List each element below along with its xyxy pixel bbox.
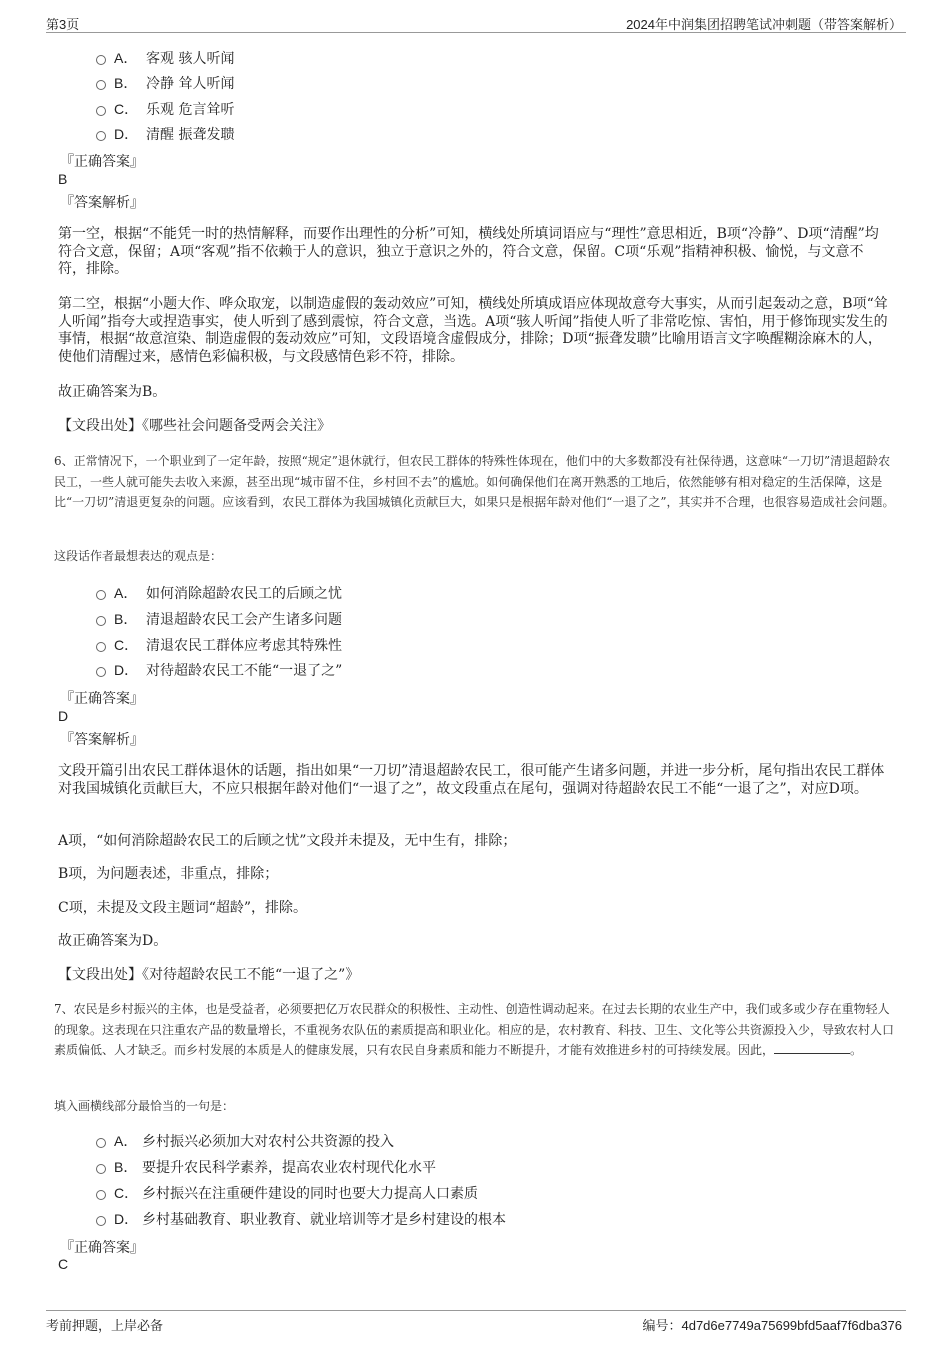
q7-stem [54,999,896,1061]
q5-answer-label: 『正确答案』 [60,154,144,170]
q6-answer: D [58,708,69,724]
radio-icon[interactable] [96,131,106,141]
option-text: 清醒 振聋发聩 [146,127,235,143]
option-letter: C． [114,1185,139,1201]
option-letter: A． [114,1133,138,1149]
q6-analysis-para: C项，未提及文段主题词“超龄”，排除。 [58,900,308,916]
answer-blank[interactable] [774,1041,850,1054]
radio-icon[interactable] [96,55,106,65]
option-letter: B． [114,1159,138,1175]
q6-answer-label: 『正确答案』 [60,691,144,707]
radio-icon[interactable] [96,1164,106,1174]
q5-analysis-para: 第一空，根据“不能凭一时的热情解释，而要作出理性的分析”可知，横线处所填词语应与“理性”意思相近，B项“冷静”、D项“清醒”均符合文意，保留；A项“客观”指不依赖于人的意识，独立于意识之外的，符合文意，保留。C项“乐观”指精神积极、愉悦，与文意不符，排除。 [58,226,879,277]
option-text: 乐观 危言耸听 [146,102,235,118]
q6-source: 【文段出处】《对待超龄农民工不能“一退了之”》 [58,967,360,983]
option-text: 乡村基础教育、职业教育、就业培训等才是乡村建设的根本 [142,1212,506,1228]
option-text: 清退超龄农民工会产生诸多问题 [146,612,342,628]
q7-prompt: 填入画横线部分最恰当的一句是： [54,1099,235,1113]
page-number: 第3页 [46,17,80,32]
q6-prompt: 这段话作者最想表达的观点是： [54,549,223,563]
radio-icon[interactable] [96,1138,106,1148]
radio-icon[interactable] [96,590,106,600]
q6-stem: 6、正常情况下，一个职业到了一定年龄，按照“规定”退休就行，但农民工群体的特殊性体现在，他们中的大多数都没有社保待遇，这意味“一刀切”清退超龄农民工，一些人就可能失去收入来源，甚至出现“城市留不住，乡村回不去”的尴尬。如何确保他们在离开熟悉的工地后，依然能够有相对稳定的生活保障，这是比“一刀切”清退更复杂的问题。应该看到，农民工群体为我国城镇化贡献巨大，如果只是根据年龄对他们“一退了之”，其实并不合理，也很容易造成社会问题。 [54,454,895,509]
radio-icon[interactable] [96,1190,106,1200]
page-footer [46,1310,906,1335]
option-letter: A． [114,585,138,601]
radio-icon[interactable] [96,667,106,677]
q6-analysis-para: 故正确答案为D。 [58,933,168,949]
document-id: 编号：4d7d6e7749a75699bfd5aaf7f6dba376 [642,1318,902,1333]
option-text: 冷静 耸人听闻 [146,76,235,92]
option-letter: C． [114,101,139,117]
option-text: 乡村振兴必须加大对农村公共资源的投入 [142,1134,394,1150]
q5-analysis-para: 第二空，根据“小题大作、哗众取宠，以制造虚假的轰动效应”可知，横线处所填成语应体现故意夸大事实，从而引起轰动之意，B项“耸人听闻”指夸大或捏造事实，使人听到了感到震惊，符合文意，当选。A项“骇人听闻”指使人听了非常吃惊、害怕，用于修饰现实发生的事情，根据“故意渲染、制造虚假的轰动效应”可知，文段语境含虚假成分，排除；D项“振聋发聩”比喻用语言文字唤醒糊涂麻木的人，使他们清醒过来，感情色彩偏积极，与文段感情色彩不符，排除。 [58,296,888,365]
page-header [46,10,906,33]
q5-answer: B [58,171,68,187]
document-title: 2024年中润集团招聘笔试冲刺题（带答案解析） [626,17,902,32]
radio-icon[interactable] [96,642,106,652]
q5-analysis-label: 『答案解析』 [60,195,144,211]
radio-icon[interactable] [96,80,106,90]
option-letter: B． [114,75,138,91]
q6-analysis-label: 『答案解析』 [60,732,144,748]
q7-answer: C [58,1256,69,1272]
radio-icon[interactable] [96,1216,106,1226]
q6-analysis-para: B项，为问题表述，非重点，排除； [58,866,279,882]
option-text: 对待超龄农民工不能“一退了之” [146,663,343,679]
q7-stem-text: 7、农民是乡村振兴的主体，也是受益者，必须要把亿万农民群众的积极性、主动性、创造性调动起来。在过去长期的农业生产中，我们或多或少存在重物轻人的现象。这表现在只注重农产品的数量增长，不重视务农队伍的素质提高和职业化。相应的是，农村教育、科技、卫生、文化等公共资源投入少，导致农村人口素质偏低、人才缺乏。而乡村发展的本质是人的健康发展，只有农民自身素质和能力不断提升，才能有效推进乡村的可持续发展。因此， [54,1002,895,1057]
q7-stem-end: 。 [850,1043,863,1057]
radio-icon[interactable] [96,106,106,116]
option-text: 要提升农民科学素养，提高农业农村现代化水平 [142,1160,436,1176]
option-text: 如何消除超龄农民工的后顾之忧 [146,586,342,602]
option-letter: B． [114,611,138,627]
q5-analysis-para: 故正确答案为B。 [58,384,167,400]
option-text: 客观 骇人听闻 [146,51,235,67]
option-letter: D． [114,1211,139,1227]
q6-analysis-para: 文段开篇引出农民工群体退休的话题，指出如果“一刀切”清退超龄农民工，很可能产生诸多问题，并进一步分析，尾句指出农民工群体对我国城镇化贡献巨大，不应只根据年龄对他们“一退了之”，故文段重点在尾句，强调对待超龄农民工不能“一退了之”，对应D项。 [58,763,885,797]
q5-source: 【文段出处】《哪些社会问题备受两会关注》 [58,418,331,434]
footer-slogan: 考前押题，上岸必备 [46,1319,164,1334]
option-letter: A． [114,50,138,66]
option-letter: C． [114,637,139,653]
radio-icon[interactable] [96,616,106,626]
option-text: 乡村振兴在注重硬件建设的同时也要大力提高人口素质 [142,1186,478,1202]
option-letter: D． [114,126,139,142]
q7-answer-label: 『正确答案』 [60,1240,144,1256]
option-letter: D． [114,662,139,678]
option-text: 清退农民工群体应考虑其特殊性 [146,638,342,654]
q6-analysis-para: A项，“如何消除超龄农民工的后顾之忧”文段并未提及，无中生有，排除； [58,833,517,849]
